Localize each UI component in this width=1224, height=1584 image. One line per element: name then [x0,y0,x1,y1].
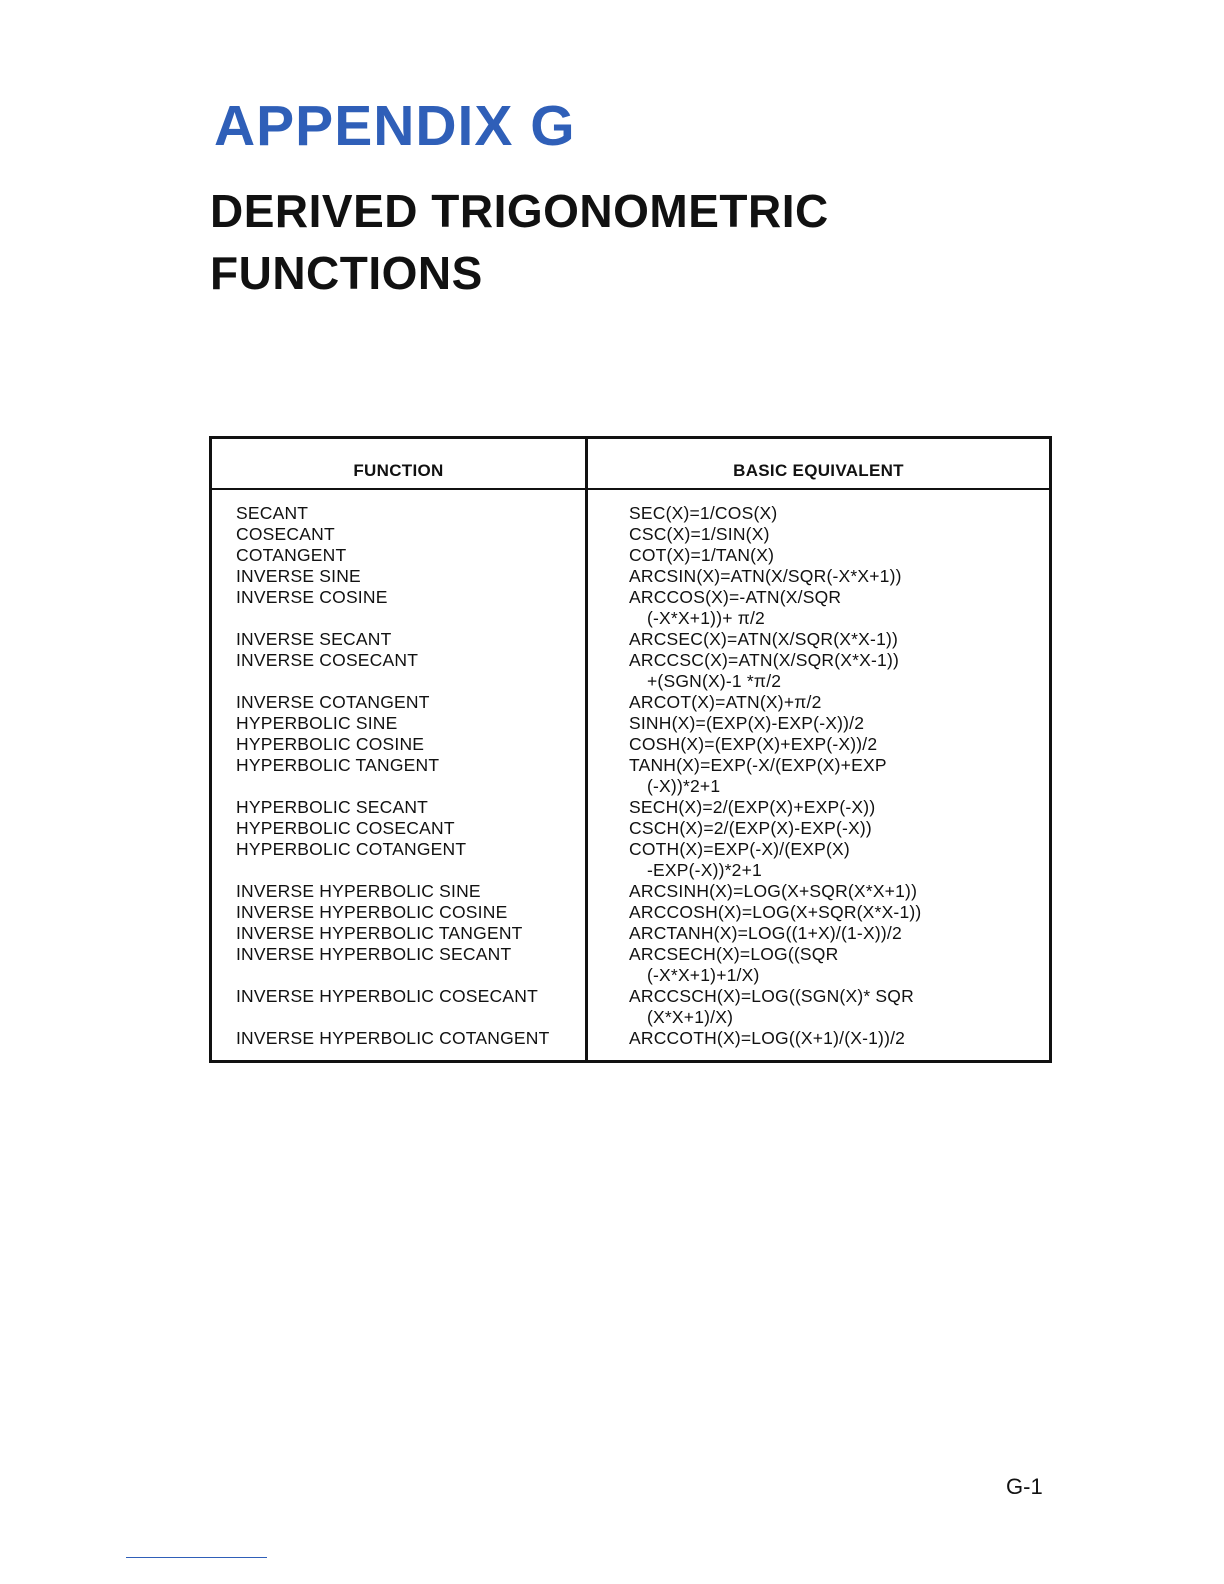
table-row [212,692,1049,713]
basic-equivalent-cell [585,881,917,902]
table-row [212,1028,1049,1049]
equivalent-line: SINH(X)=(EXP(X)-EXP(-X))/2 [629,713,865,733]
column-header-function: FUNCTION [353,461,444,480]
table-row [212,797,1049,818]
function-name-cell: INVERSE SECANT [236,629,392,649]
equivalent-line: COT(X)=1/TAN(X) [629,545,775,565]
equivalent-continuation-line: (-X))*2+1 [647,776,721,796]
function-name-cell: INVERSE HYPERBOLIC COSINE [236,902,508,922]
equivalent-continuation-line: -EXP(-X))*2+1 [647,860,762,880]
column-header-basic-equivalent: BASIC EQUIVALENT [733,461,904,480]
equivalent-line: ARCCSCH(X)=LOG((SGN(X)* SQR [629,986,914,1006]
table-row [212,986,1049,1028]
equivalent-line: ARCSEC(X)=ATN(X/SQR(X*X-1)) [629,629,899,649]
table-row [212,734,1049,755]
table-row [212,629,1049,650]
basic-equivalent-cell [585,524,770,545]
table-row [212,713,1049,734]
table-row [212,839,1049,881]
basic-equivalent-cell [585,545,774,566]
basic-equivalent-cell [585,1028,905,1049]
table-row [212,881,1049,902]
basic-equivalent-cell [585,818,872,839]
equivalent-line: ARCSECH(X)=LOG((SQR [629,944,839,964]
basic-equivalent-cell [585,629,898,650]
basic-equivalent-cell [585,986,914,1028]
equivalent-line: ARCOT(X)=ATN(X)+π/2 [629,692,822,712]
equivalent-line: ARCTANH(X)=LOG((1+X)/(1-X))/2 [629,923,902,943]
equivalent-line: CSCH(X)=2/(EXP(X)-EXP(-X)) [629,818,872,838]
table-row [212,944,1049,986]
appendix-label: APPENDIX G [214,94,576,158]
function-name-cell: HYPERBOLIC SECANT [236,797,429,817]
page-number: G-1 [1006,1474,1043,1499]
equivalent-continuation-line: (-X*X+1))+ π/2 [647,608,765,628]
table-row [212,650,1049,692]
function-name-cell: INVERSE COSINE [236,587,388,607]
basic-equivalent-cell [585,587,841,629]
table-row [212,902,1049,923]
function-name-cell: COTANGENT [236,545,347,565]
function-name-cell: HYPERBOLIC COSECANT [236,818,455,838]
equivalent-line: CSC(X)=1/SIN(X) [629,524,770,544]
equivalent-continuation-line: (X*X+1)/X) [647,1007,734,1027]
function-name-cell: INVERSE HYPERBOLIC COSECANT [236,986,538,1006]
table-row [212,818,1049,839]
basic-equivalent-cell [585,503,777,524]
function-name-cell: HYPERBOLIC SINE [236,713,398,733]
table-row [212,524,1049,545]
equivalent-line: ARCCOTH(X)=LOG((X+1)/(X-1))/2 [629,1028,906,1048]
basic-equivalent-cell [585,734,877,755]
basic-equivalent-cell [585,902,921,923]
equivalent-line: COSH(X)=(EXP(X)+EXP(-X))/2 [629,734,878,754]
basic-equivalent-cell [585,692,822,713]
equivalent-line: ARCSIN(X)=ATN(X/SQR(-X*X+1)) [629,566,902,586]
equivalent-line: COTH(X)=EXP(-X)/(EXP(X) [629,839,850,859]
basic-equivalent-cell [585,797,875,818]
basic-equivalent-cell [585,944,838,986]
table-row [212,587,1049,629]
basic-equivalent-cell [585,713,864,734]
table-row [212,923,1049,944]
function-name-cell: INVERSE HYPERBOLIC COTANGENT [236,1028,550,1048]
page-title-line-2: FUNCTIONS [210,247,483,299]
function-name-cell: HYPERBOLIC COSINE [236,734,425,754]
table-row [212,545,1049,566]
basic-equivalent-cell [585,566,902,587]
function-name-cell: HYPERBOLIC TANGENT [236,755,440,775]
function-name-cell: INVERSE COTANGENT [236,692,430,712]
equivalent-line: ARCSINH(X)=LOG(X+SQR(X*X+1)) [629,881,918,901]
function-name-cell: INVERSE SINE [236,566,361,586]
basic-equivalent-cell [585,839,850,881]
function-name-cell: COSECANT [236,524,335,544]
page-title-line-1: DERIVED TRIGONOMETRIC [210,185,829,237]
page-title [210,180,829,304]
table-row [212,503,1049,524]
equivalent-continuation-line: (-X*X+1)+1/X) [647,965,760,985]
basic-equivalent-cell [585,755,887,797]
equivalent-line: ARCCSC(X)=ATN(X/SQR(X*X-1)) [629,650,900,670]
table-row [212,755,1049,797]
equivalent-line: ARCCOSH(X)=LOG(X+SQR(X*X-1)) [629,902,922,922]
equivalent-continuation-line: +(SGN(X)-1 *π/2 [647,671,782,691]
header-rule [212,488,1049,490]
function-name-cell: INVERSE HYPERBOLIC SECANT [236,944,512,964]
table-row [212,566,1049,587]
function-name-cell: HYPERBOLIC COTANGENT [236,839,467,859]
footer-rule [126,1557,267,1558]
function-name-cell: INVERSE COSECANT [236,650,419,670]
equivalent-line: SEC(X)=1/COS(X) [629,503,778,523]
basic-equivalent-cell [585,923,902,944]
basic-equivalent-cell [585,650,899,692]
function-name-cell: INVERSE HYPERBOLIC TANGENT [236,923,523,943]
equivalent-line: ARCCOS(X)=-ATN(X/SQR [629,587,842,607]
equivalent-line: TANH(X)=EXP(-X/(EXP(X)+EXP [629,755,887,775]
equivalent-line: SECH(X)=2/(EXP(X)+EXP(-X)) [629,797,876,817]
function-name-cell: INVERSE HYPERBOLIC SINE [236,881,481,901]
function-name-cell: SECANT [236,503,309,523]
table-body [212,503,1049,1049]
functions-table [209,436,1052,1063]
